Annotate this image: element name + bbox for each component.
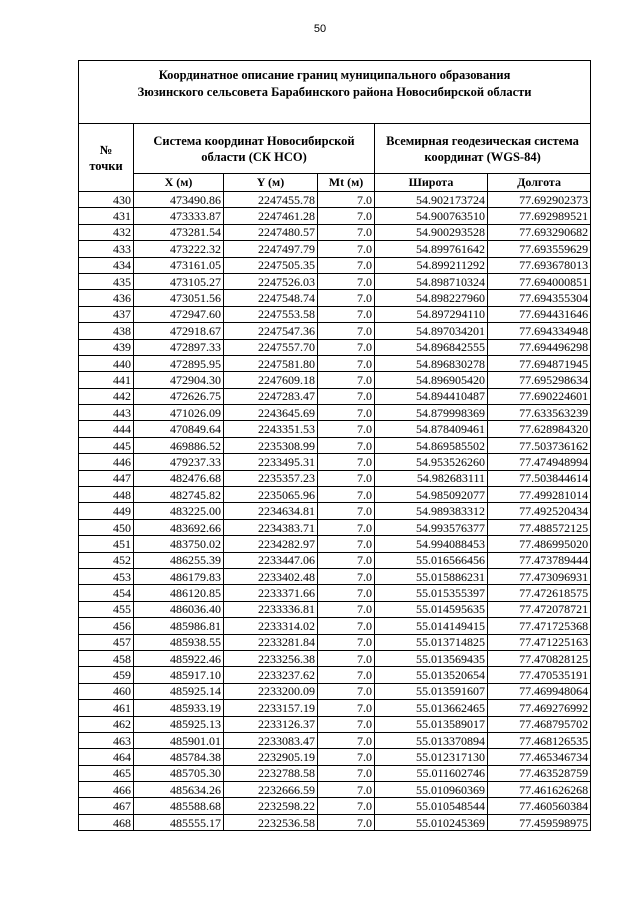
cell-y: 2247461.28: [224, 208, 318, 224]
cell-mt: 7.0: [318, 585, 375, 601]
cell-y: 2232788.58: [224, 765, 318, 781]
cell-point-number: 435: [79, 273, 134, 289]
table-row: [79, 765, 591, 781]
cell-mt: 7.0: [318, 355, 375, 371]
cell-latitude: 54.985092077: [375, 487, 488, 503]
cell-y: 2233200.09: [224, 683, 318, 699]
table-row: [79, 667, 591, 683]
cell-point-number: 447: [79, 470, 134, 486]
page-number: 50: [313, 23, 327, 35]
cell-mt: 7.0: [318, 700, 375, 716]
table-row: [79, 257, 591, 273]
cell-longitude: 77.492520434: [488, 503, 591, 519]
cell-y: 2247480.57: [224, 224, 318, 240]
cell-y: 2247455.78: [224, 192, 318, 208]
cell-longitude: 77.472078721: [488, 601, 591, 617]
header-point-number-line-1: №: [99, 142, 113, 157]
cell-latitude: 54.899211292: [375, 257, 488, 273]
table-row: [79, 273, 591, 289]
cell-mt: 7.0: [318, 519, 375, 535]
cell-latitude: 55.016566456: [375, 552, 488, 568]
cell-y: 2232598.22: [224, 798, 318, 814]
cell-x: 470849.64: [134, 421, 224, 437]
cell-longitude: 77.693678013: [488, 257, 591, 273]
cell-mt: 7.0: [318, 257, 375, 273]
cell-y: 2233237.62: [224, 667, 318, 683]
cell-point-number: 436: [79, 290, 134, 306]
header-x: X (м): [134, 174, 224, 192]
cell-mt: 7.0: [318, 470, 375, 486]
cell-point-number: 439: [79, 339, 134, 355]
cell-point-number: 464: [79, 749, 134, 765]
cell-mt: 7.0: [318, 503, 375, 519]
cell-y: 2247526.03: [224, 273, 318, 289]
table-row: [79, 487, 591, 503]
table-row: [79, 405, 591, 421]
table-title-line-1: Координатное описание границ муниципального образования: [158, 68, 511, 82]
cell-y: 2247497.79: [224, 241, 318, 257]
cell-longitude: 77.459598975: [488, 814, 591, 830]
cell-longitude: 77.474948994: [488, 454, 591, 470]
cell-y: 2247547.36: [224, 323, 318, 339]
cell-mt: 7.0: [318, 782, 375, 798]
cell-longitude: 77.503736162: [488, 437, 591, 453]
cell-latitude: 54.894410487: [375, 388, 488, 404]
table-row: [79, 634, 591, 650]
cell-x: 485634.26: [134, 782, 224, 798]
cell-x: 473222.32: [134, 241, 224, 257]
table-row: [79, 192, 591, 208]
cell-latitude: 55.011602746: [375, 765, 488, 781]
cell-x: 486120.85: [134, 585, 224, 601]
cell-y: 2233371.66: [224, 585, 318, 601]
cell-longitude: 77.694871945: [488, 355, 591, 371]
cell-longitude: 77.694431646: [488, 306, 591, 322]
cell-latitude: 55.010245369: [375, 814, 488, 830]
cell-latitude: 54.953526260: [375, 454, 488, 470]
cell-point-number: 456: [79, 618, 134, 634]
header-wgs-system-line-2: координат (WGS-84): [424, 149, 541, 164]
cell-x: 483225.00: [134, 503, 224, 519]
cell-x: 472918.67: [134, 323, 224, 339]
header-mt: Mt (м): [318, 174, 375, 192]
cell-point-number: 451: [79, 536, 134, 552]
cell-x: 472895.95: [134, 355, 224, 371]
cell-longitude: 77.694000851: [488, 273, 591, 289]
cell-point-number: 455: [79, 601, 134, 617]
table-row: [79, 241, 591, 257]
cell-point-number: 438: [79, 323, 134, 339]
cell-mt: 7.0: [318, 618, 375, 634]
table-row: [79, 454, 591, 470]
cell-longitude: 77.628984320: [488, 421, 591, 437]
table-row: [79, 536, 591, 552]
cell-point-number: 461: [79, 700, 134, 716]
table-row: [79, 618, 591, 634]
cell-mt: 7.0: [318, 667, 375, 683]
table-row: [79, 732, 591, 748]
cell-longitude: 77.503844614: [488, 470, 591, 486]
table-row: [79, 601, 591, 617]
cell-mt: 7.0: [318, 683, 375, 699]
cell-y: 2235065.96: [224, 487, 318, 503]
cell-longitude: 77.471225163: [488, 634, 591, 650]
cell-longitude: 77.499281014: [488, 487, 591, 503]
cell-latitude: 54.869585502: [375, 437, 488, 453]
cell-x: 482745.82: [134, 487, 224, 503]
cell-latitude: 54.898710324: [375, 273, 488, 289]
cell-point-number: 443: [79, 405, 134, 421]
table-row: [79, 749, 591, 765]
table-row: [79, 224, 591, 240]
cell-longitude: 77.694355304: [488, 290, 591, 306]
cell-mt: 7.0: [318, 798, 375, 814]
cell-mt: 7.0: [318, 601, 375, 617]
cell-latitude: 55.012317130: [375, 749, 488, 765]
cell-point-number: 433: [79, 241, 134, 257]
cell-point-number: 449: [79, 503, 134, 519]
cell-latitude: 54.896830278: [375, 355, 488, 371]
cell-y: 2233495.31: [224, 454, 318, 470]
cell-x: 485555.17: [134, 814, 224, 830]
cell-y: 2247505.35: [224, 257, 318, 273]
cell-latitude: 54.982683111: [375, 470, 488, 486]
cell-x: 485917.10: [134, 667, 224, 683]
cell-point-number: 444: [79, 421, 134, 437]
cell-latitude: 55.010960369: [375, 782, 488, 798]
table-row: [79, 519, 591, 535]
cell-x: 485588.68: [134, 798, 224, 814]
cell-mt: 7.0: [318, 437, 375, 453]
cell-latitude: 55.010548544: [375, 798, 488, 814]
cell-y: 2235308.99: [224, 437, 318, 453]
header-longitude: Долгота: [488, 174, 591, 192]
cell-mt: 7.0: [318, 241, 375, 257]
cell-point-number: 466: [79, 782, 134, 798]
cell-y: 2243645.69: [224, 405, 318, 421]
cell-x: 485922.46: [134, 650, 224, 666]
cell-point-number: 441: [79, 372, 134, 388]
cell-latitude: 55.015355397: [375, 585, 488, 601]
cell-y: 2233281.84: [224, 634, 318, 650]
cell-longitude: 77.473789444: [488, 552, 591, 568]
cell-x: 473490.86: [134, 192, 224, 208]
cell-latitude: 55.014149415: [375, 618, 488, 634]
cell-latitude: 54.897034201: [375, 323, 488, 339]
cell-mt: 7.0: [318, 487, 375, 503]
cell-x: 473281.54: [134, 224, 224, 240]
cell-y: 2243351.53: [224, 421, 318, 437]
cell-y: 2233314.02: [224, 618, 318, 634]
cell-y: 2234634.81: [224, 503, 318, 519]
cell-latitude: 54.879998369: [375, 405, 488, 421]
table-row: [79, 716, 591, 732]
cell-mt: 7.0: [318, 765, 375, 781]
cell-y: 2247548.74: [224, 290, 318, 306]
header-point-number-line-2: точки: [89, 158, 123, 173]
table-row: [79, 421, 591, 437]
cell-longitude: 77.465346734: [488, 749, 591, 765]
cell-x: 485925.13: [134, 716, 224, 732]
cell-latitude: 55.013714825: [375, 634, 488, 650]
cell-y: 2235357.23: [224, 470, 318, 486]
table-row: [79, 814, 591, 830]
cell-x: 483750.02: [134, 536, 224, 552]
cell-longitude: 77.469276992: [488, 700, 591, 716]
table-row: [79, 683, 591, 699]
cell-longitude: 77.473096931: [488, 568, 591, 584]
cell-point-number: 462: [79, 716, 134, 732]
cell-longitude: 77.461626268: [488, 782, 591, 798]
cell-x: 486255.39: [134, 552, 224, 568]
cell-longitude: 77.633563239: [488, 405, 591, 421]
cell-y: 2233083.47: [224, 732, 318, 748]
cell-longitude: 77.694496298: [488, 339, 591, 355]
cell-point-number: 467: [79, 798, 134, 814]
cell-mt: 7.0: [318, 339, 375, 355]
cell-point-number: 440: [79, 355, 134, 371]
header-local-system: [134, 124, 375, 174]
cell-mt: 7.0: [318, 634, 375, 650]
cell-longitude: 77.488572125: [488, 519, 591, 535]
cell-x: 471026.09: [134, 405, 224, 421]
cell-y: 2234383.71: [224, 519, 318, 535]
cell-point-number: 448: [79, 487, 134, 503]
cell-point-number: 460: [79, 683, 134, 699]
cell-x: 485784.38: [134, 749, 224, 765]
cell-mt: 7.0: [318, 290, 375, 306]
table-row: [79, 339, 591, 355]
cell-latitude: 55.013569435: [375, 650, 488, 666]
cell-mt: 7.0: [318, 732, 375, 748]
cell-longitude: 77.470535191: [488, 667, 591, 683]
table-row: [79, 290, 591, 306]
cell-y: 2233402.48: [224, 568, 318, 584]
table-row: [79, 568, 591, 584]
cell-point-number: 446: [79, 454, 134, 470]
cell-point-number: 437: [79, 306, 134, 322]
cell-latitude: 54.900293528: [375, 224, 488, 240]
cell-point-number: 459: [79, 667, 134, 683]
cell-latitude: 55.015886231: [375, 568, 488, 584]
cell-longitude: 77.460560384: [488, 798, 591, 814]
cell-y: 2233447.06: [224, 552, 318, 568]
table-row: [79, 372, 591, 388]
cell-mt: 7.0: [318, 552, 375, 568]
table-title-line-2: Зюзинского сельсовета Барабинского района Новосибирской области: [137, 85, 532, 99]
cell-point-number: 463: [79, 732, 134, 748]
cell-point-number: 450: [79, 519, 134, 535]
table-row: [79, 323, 591, 339]
cell-longitude: 77.693559629: [488, 241, 591, 257]
cell-longitude: 77.690224601: [488, 388, 591, 404]
table-row: [79, 437, 591, 453]
header-local-system-line-1: Система координат Новосибирской: [153, 133, 355, 148]
cell-x: 469886.52: [134, 437, 224, 453]
cell-y: 2232536.58: [224, 814, 318, 830]
cell-longitude: 77.695298634: [488, 372, 591, 388]
cell-x: 485705.30: [134, 765, 224, 781]
cell-latitude: 54.900763510: [375, 208, 488, 224]
cell-point-number: 452: [79, 552, 134, 568]
cell-mt: 7.0: [318, 650, 375, 666]
cell-longitude: 77.694334948: [488, 323, 591, 339]
cell-latitude: 54.899761642: [375, 241, 488, 257]
cell-mt: 7.0: [318, 814, 375, 830]
cell-x: 483692.66: [134, 519, 224, 535]
cell-y: 2232905.19: [224, 749, 318, 765]
cell-x: 482476.68: [134, 470, 224, 486]
cell-mt: 7.0: [318, 224, 375, 240]
cell-longitude: 77.693290682: [488, 224, 591, 240]
header-wgs-system: [375, 124, 591, 174]
cell-latitude: 55.013589017: [375, 716, 488, 732]
table-title: [79, 61, 591, 124]
cell-x: 479237.33: [134, 454, 224, 470]
cell-point-number: 442: [79, 388, 134, 404]
cell-x: 473051.56: [134, 290, 224, 306]
table-row: [79, 306, 591, 322]
cell-point-number: 430: [79, 192, 134, 208]
cell-x: 485938.55: [134, 634, 224, 650]
cell-point-number: 457: [79, 634, 134, 650]
header-wgs-system-line-1: Всемирная геодезическая система: [386, 133, 579, 148]
table-row: [79, 355, 591, 371]
header-point-number: [79, 124, 134, 192]
table-row: [79, 798, 591, 814]
table-row: [79, 388, 591, 404]
cell-y: 2247609.18: [224, 372, 318, 388]
cell-longitude: 77.692989521: [488, 208, 591, 224]
header-latitude: Широта: [375, 174, 488, 192]
cell-latitude: 54.994088453: [375, 536, 488, 552]
cell-latitude: 54.993576377: [375, 519, 488, 535]
cell-y: 2247557.70: [224, 339, 318, 355]
cell-y: 2234282.97: [224, 536, 318, 552]
cell-mt: 7.0: [318, 273, 375, 289]
cell-x: 472904.30: [134, 372, 224, 388]
cell-mt: 7.0: [318, 388, 375, 404]
cell-x: 485901.01: [134, 732, 224, 748]
cell-longitude: 77.471725368: [488, 618, 591, 634]
cell-y: 2247283.47: [224, 388, 318, 404]
cell-point-number: 445: [79, 437, 134, 453]
cell-x: 472947.60: [134, 306, 224, 322]
cell-point-number: 434: [79, 257, 134, 273]
cell-mt: 7.0: [318, 372, 375, 388]
table-row: [79, 552, 591, 568]
table-row: [79, 650, 591, 666]
cell-latitude: 54.896905420: [375, 372, 488, 388]
cell-longitude: 77.468126535: [488, 732, 591, 748]
table-body: [79, 192, 591, 831]
cell-latitude: 55.013520654: [375, 667, 488, 683]
cell-point-number: 431: [79, 208, 134, 224]
cell-longitude: 77.472618575: [488, 585, 591, 601]
table-row: [79, 700, 591, 716]
cell-longitude: 77.470828125: [488, 650, 591, 666]
cell-latitude: 54.896842555: [375, 339, 488, 355]
cell-x: 473105.27: [134, 273, 224, 289]
cell-latitude: 55.013591607: [375, 683, 488, 699]
table-row: [79, 503, 591, 519]
cell-mt: 7.0: [318, 536, 375, 552]
coordinates-table: [78, 60, 591, 831]
cell-x: 473333.87: [134, 208, 224, 224]
cell-x: 485986.81: [134, 618, 224, 634]
cell-longitude: 77.469948064: [488, 683, 591, 699]
header-local-system-line-2: области (СК НСО): [201, 149, 307, 164]
cell-latitude: 54.902173724: [375, 192, 488, 208]
header-y: Y (м): [224, 174, 318, 192]
cell-latitude: 54.898227960: [375, 290, 488, 306]
cell-latitude: 55.014595635: [375, 601, 488, 617]
cell-y: 2233157.19: [224, 700, 318, 716]
cell-point-number: 468: [79, 814, 134, 830]
cell-mt: 7.0: [318, 454, 375, 470]
table-row: [79, 208, 591, 224]
cell-x: 485933.19: [134, 700, 224, 716]
table-row: [79, 782, 591, 798]
cell-longitude: 77.463528759: [488, 765, 591, 781]
cell-latitude: 54.878409461: [375, 421, 488, 437]
cell-latitude: 54.989383312: [375, 503, 488, 519]
cell-mt: 7.0: [318, 568, 375, 584]
cell-y: 2232666.59: [224, 782, 318, 798]
cell-point-number: 432: [79, 224, 134, 240]
cell-mt: 7.0: [318, 421, 375, 437]
table-row: [79, 585, 591, 601]
cell-latitude: 55.013370894: [375, 732, 488, 748]
cell-longitude: 77.486995020: [488, 536, 591, 552]
cell-latitude: 54.897294110: [375, 306, 488, 322]
cell-mt: 7.0: [318, 192, 375, 208]
cell-y: 2233126.37: [224, 716, 318, 732]
cell-mt: 7.0: [318, 208, 375, 224]
cell-latitude: 55.013662465: [375, 700, 488, 716]
cell-longitude: 77.692902373: [488, 192, 591, 208]
cell-y: 2233256.38: [224, 650, 318, 666]
cell-y: 2233336.81: [224, 601, 318, 617]
cell-x: 473161.05: [134, 257, 224, 273]
cell-y: 2247581.80: [224, 355, 318, 371]
cell-mt: 7.0: [318, 405, 375, 421]
cell-x: 485925.14: [134, 683, 224, 699]
cell-mt: 7.0: [318, 306, 375, 322]
cell-x: 486179.83: [134, 568, 224, 584]
cell-mt: 7.0: [318, 749, 375, 765]
cell-point-number: 454: [79, 585, 134, 601]
table-row: [79, 470, 591, 486]
cell-mt: 7.0: [318, 716, 375, 732]
cell-y: 2247553.58: [224, 306, 318, 322]
cell-point-number: 465: [79, 765, 134, 781]
cell-x: 472897.33: [134, 339, 224, 355]
cell-x: 472626.75: [134, 388, 224, 404]
cell-longitude: 77.468795702: [488, 716, 591, 732]
cell-x: 486036.40: [134, 601, 224, 617]
cell-point-number: 453: [79, 568, 134, 584]
cell-point-number: 458: [79, 650, 134, 666]
cell-mt: 7.0: [318, 323, 375, 339]
